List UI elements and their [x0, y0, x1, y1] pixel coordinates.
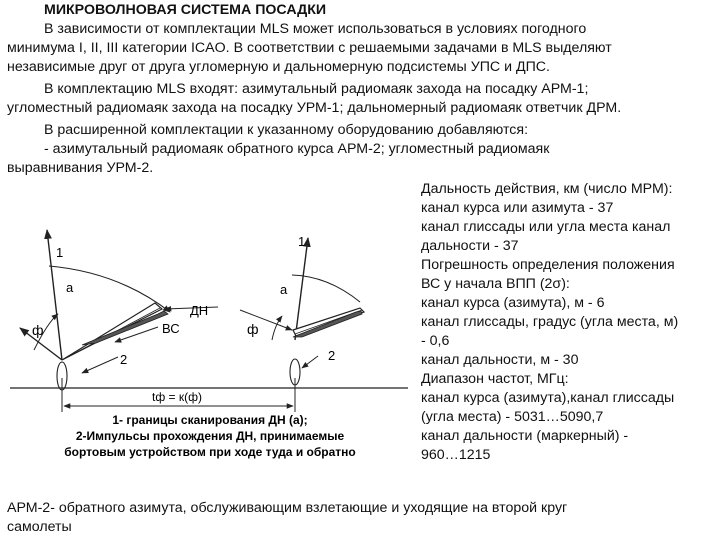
pulse-2-pointer-right [302, 356, 318, 368]
page-title: МИКРОВОЛНОВАЯ СИСТЕМА ПОСАДКИ [44, 2, 327, 18]
spec-line: Погрешность определения положения [421, 257, 675, 273]
basic-set-paragraph [7, 80, 713, 118]
specs-list [421, 180, 716, 465]
spec-line: дальности - 37 [421, 238, 519, 254]
spec-line: канал курса (азимута), м - 6 [421, 295, 605, 311]
label-1-right: 1 [298, 234, 306, 249]
label-2-left: 2 [120, 352, 128, 367]
extended-set-line-1: В расширенной комплектации к указанному оборудованию добавляются: [44, 122, 529, 138]
spec-line: - 0,6 [421, 333, 450, 349]
label-phi-left: ф [32, 322, 44, 338]
basic-set-line-2: угломестный радиомаяк захода на посадку УРМ-1; дальномерный радиомаяк ответчик ДРМ. [7, 100, 622, 116]
aircraft-right [293, 311, 362, 337]
label-dn: ДН [190, 303, 209, 318]
label-vs: ВС [162, 321, 180, 336]
right-scan-figure [240, 234, 364, 385]
label-formula: tф = к(ф) [152, 390, 202, 404]
spec-line: 960…1215 [421, 447, 491, 463]
spec-line: канал дальности (маркерный) - [421, 428, 629, 444]
pulse-2-pointer-left [82, 357, 118, 373]
footer-line-2: самолеты [7, 519, 72, 535]
extended-set-paragraph [7, 121, 713, 178]
spec-line: канал глиссады или угла места канал [421, 219, 671, 235]
phi-arc-right [272, 316, 282, 340]
footer-paragraph [7, 499, 707, 537]
caption-line-1: 1- границы сканирования ДН (а); [112, 413, 308, 427]
mls-scanning-diagram [0, 180, 410, 485]
intro-paragraph [7, 20, 713, 77]
scan-boundary-upper-right [295, 238, 308, 340]
caption-line-3: бортовым устройством при ходе туда и обратно [64, 445, 356, 459]
label-a-right: а [280, 282, 288, 297]
spec-line: Диапазон частот, МГц: [421, 371, 569, 387]
spec-line: канал курса (азимута),канал глиссады [421, 390, 675, 406]
basic-set-line-1: В комплектацию MLS входят: азимутальный радиомаяк захода на посадку АРМ-1; [44, 81, 589, 97]
spec-line: (угла места) - 5031…5090,7 [421, 409, 604, 425]
spec-line: канал глиссады, градус (угла места, м) [421, 314, 679, 330]
caption-line-2: 2-Импульсы прохождения ДН, принимаемые [75, 429, 345, 443]
extended-set-line-3: выравнивания УРМ-2. [7, 160, 154, 176]
spec-line: ВС у начала ВПП (2σ): [421, 276, 570, 292]
footer-line-1: АРМ-2- обратного азимута, обслуживающим взлетающие и уходящие на второй круг [7, 500, 568, 516]
intro-line-2: минимума I, II, III категории ICAO. В соответствии с решаемыми задачами в MLS выделяют [7, 40, 612, 56]
beam-left [62, 303, 162, 360]
spec-line: Дальность действия, км (число МРМ): [421, 181, 673, 197]
left-scan-figure [20, 230, 218, 390]
label-1-left: 1 [56, 245, 64, 260]
intro-line-3: независимые друг от друга угломерную и дальномерную подсистемы УПС и ДПС. [7, 59, 550, 75]
extended-set-line-2: - азимутальный радиомаяк обратного курса АРМ-2; угломестный радиомаяк [44, 141, 550, 157]
intro-line-1: В зависимости от комплектации MLS может использоваться в условиях погодного [44, 21, 587, 37]
label-phi-right: ф [247, 321, 259, 337]
label-2-right: 2 [328, 348, 336, 363]
spec-line: канал курса или азимута - 37 [421, 200, 614, 216]
spec-line: канал дальности, м - 30 [421, 352, 579, 368]
label-a-left: а [66, 280, 74, 295]
